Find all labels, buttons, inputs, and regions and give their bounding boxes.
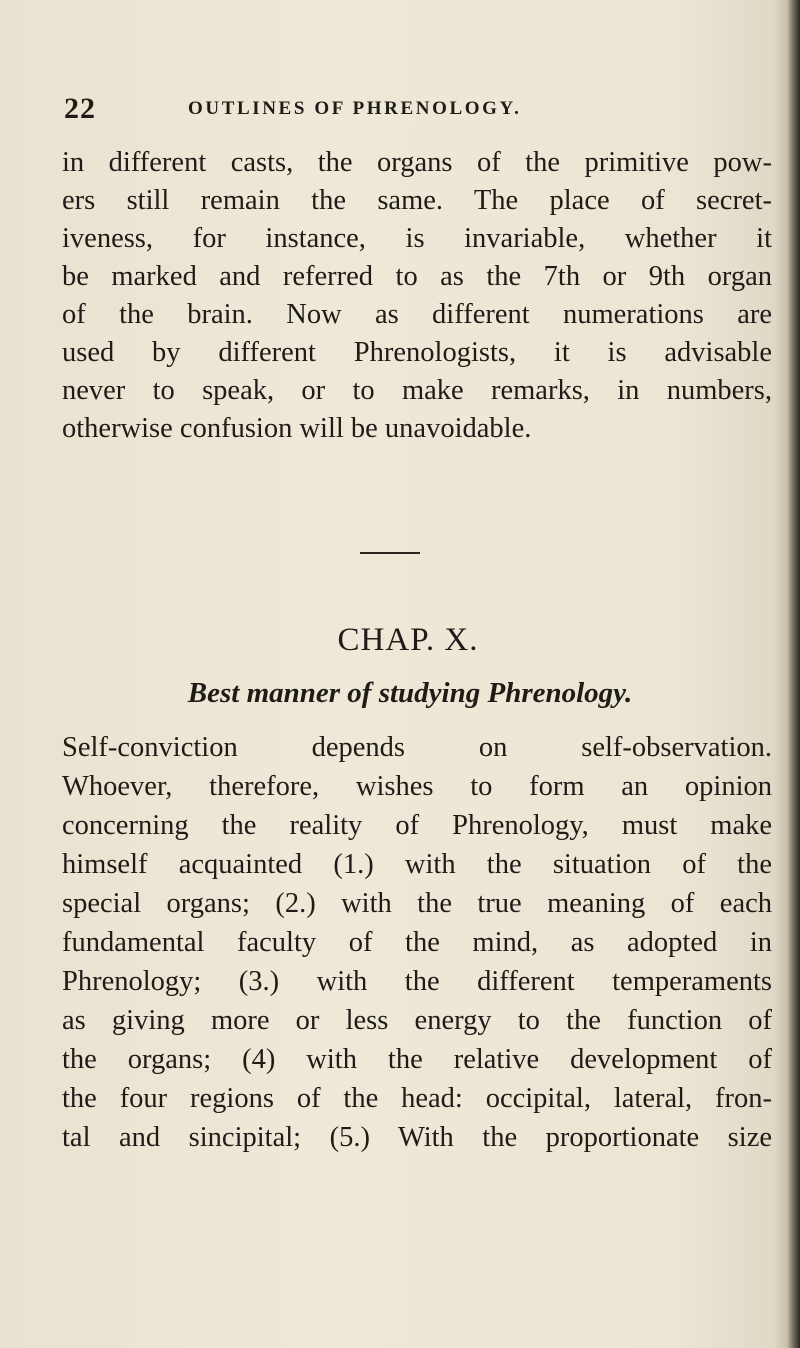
text-line: as giving more or less energy to the function of xyxy=(62,1005,772,1036)
text-line: Phrenology; (3.) with the different temperaments xyxy=(62,966,772,997)
section-divider xyxy=(360,552,420,554)
chapter-heading: CHAP. X. xyxy=(337,622,479,658)
text-line: Whoever, therefore, wishes to form an opinion xyxy=(62,771,772,802)
text-line: ers still remain the same. The place of secret- xyxy=(62,185,772,216)
text-line: iveness, for instance, is invariable, whether it xyxy=(62,223,772,254)
paragraph-2 xyxy=(62,728,772,1157)
page-number: 22 xyxy=(64,92,96,125)
text-line: fundamental faculty of the mind, as adopted in xyxy=(62,927,772,958)
text-line: tal and sincipital; (5.) With the proportionate size xyxy=(62,1122,772,1153)
text-line: Self-conviction depends on self-observation. xyxy=(62,732,772,763)
text-line: in different casts, the organs of the primitive pow- xyxy=(62,147,772,178)
text-line: the four regions of the head: occipital, lateral, fron- xyxy=(62,1083,772,1114)
book-edge xyxy=(788,0,800,1348)
text-line: be marked and referred to as the 7th or 9th organ xyxy=(62,261,772,292)
chapter-subtitle: Best manner of studying Phrenology. xyxy=(187,677,633,709)
text-line: used by different Phrenologists, it is advisable xyxy=(62,337,772,368)
text-line: special organs; (2.) with the true meaning of each xyxy=(62,888,772,919)
page-shadow xyxy=(774,0,788,1348)
text-line: never to speak, or to make remarks, in numbers, xyxy=(62,375,772,406)
text-line: otherwise confusion will be unavoidable. xyxy=(62,413,532,444)
running-head xyxy=(64,92,764,132)
text-line: himself acquainted (1.) with the situation of the xyxy=(62,849,772,880)
running-title: OUTLINES OF PHRENOLOGY. xyxy=(188,98,522,119)
text-line: the organs; (4) with the relative development of xyxy=(62,1044,772,1075)
paragraph-1 xyxy=(62,144,772,448)
text-line: concerning the reality of Phrenology, must make xyxy=(62,810,772,841)
text-line: of the brain. Now as different numerations are xyxy=(62,299,772,330)
